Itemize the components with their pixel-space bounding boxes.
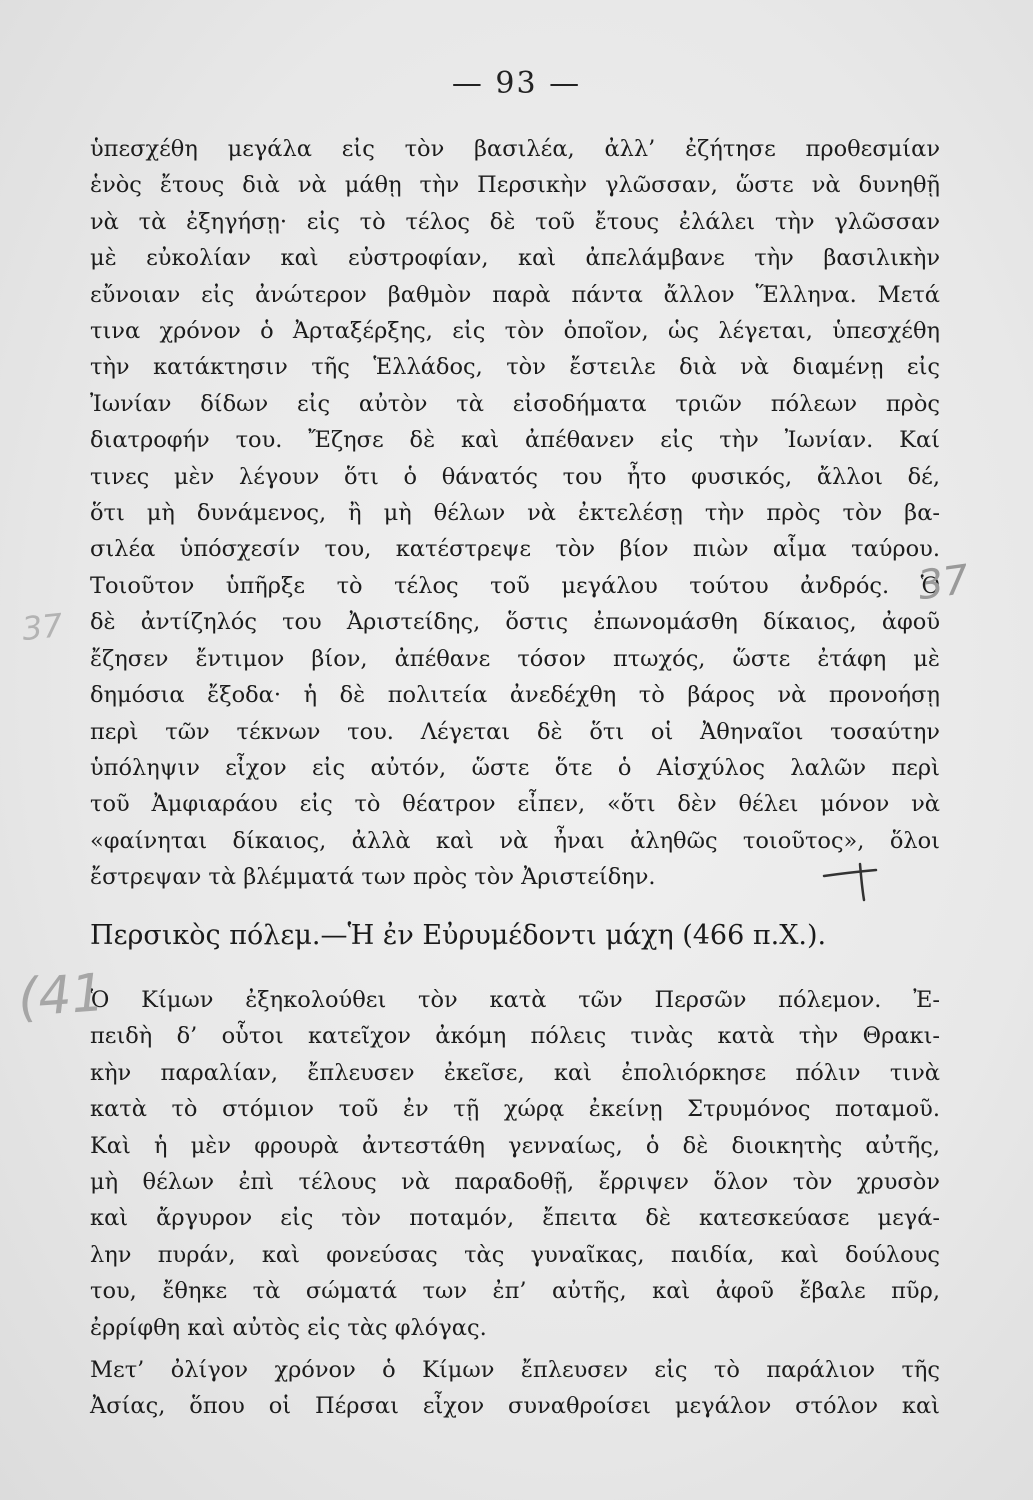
text-line: κὴν παραλίαν, ἔπλευσεν ἐκεῖσε, καὶ ἐπολιόρκησε πόλιν τινὰ	[90, 1059, 940, 1086]
text-line: τινα χρόνον ὁ Ἀρταξέρξης, εἰς τὸν ὁποῖον, ὡς λέγεται, ὑπεσχέθη	[90, 318, 940, 345]
text-line: Ἰωνίαν δίδων εἰς αὐτὸν τὰ εἰσοδήματα τριῶν πόλεων πρὸς	[90, 390, 940, 417]
paragraph-kimon-strymon	[90, 982, 940, 1346]
text-line: τὴν κατάκτησιν τῆς Ἑλλάδος, τὸν ἔστειλε διὰ νὰ διαμένῃ εἰς	[90, 354, 940, 381]
text-line: Καὶ ἡ μὲν φρουρὰ ἀντεστάθη γενναίως, ὁ δὲ διοικητὴς αὐτῆς,	[90, 1132, 940, 1159]
text-line: Ἀσίας, ὅπου οἱ Πέρσαι εἶχον συναθροίσει μεγάλον στόλον καὶ	[90, 1393, 940, 1420]
text-line: εὔνοιαν εἰς ἀνώτερον βαθμὸν παρὰ πάντα ἄλλον Ἕλληνα. Μετά	[90, 281, 940, 308]
paragraph-kimon-asia	[90, 1352, 940, 1425]
handwritten-cross-mark	[820, 862, 880, 902]
text-line: ἑνὸς ἔτους διὰ νὰ μάθῃ τὴν Περσικὴν γλῶσσαν, ὥστε νὰ δυνηθῇ	[90, 172, 940, 199]
text-line: λην πυράν, καὶ φονεύσας τὰς γυναῖκας, παιδία, καὶ δούλους	[90, 1241, 940, 1268]
page-number: — 93 —	[451, 66, 582, 101]
text-line: πειδὴ δ’ οὗτοι κατεῖχον ἀκόμη πόλεις τινὰς κατὰ τὴν Θρακι-	[90, 1023, 940, 1050]
text-line: σιλέα ὑπόσχεσίν του, κατέστρεψε τὸν βίον πιὼν αἷμα ταύρου.	[90, 536, 940, 563]
text-line: κατὰ τὸ στόμιον τοῦ ἐν τῇ χώρᾳ ἐκείνῃ Στρυμόνος ποταμοῦ.	[90, 1096, 940, 1123]
text-line: του, ἔθηκε τὰ σώματά των ἐπ’ αὐτῆς, καὶ ἀφοῦ ἔβαλε πῦρ,	[90, 1278, 940, 1305]
text-line: διατροφήν του. Ἔζησε δὲ καὶ ἀπέθανεν εἰς τὴν Ἰωνίαν. Καί	[90, 427, 940, 454]
text-line: ἐρρίφθη καὶ αὐτὸς εἰς τὰς φλόγας.	[90, 1314, 487, 1341]
text-line: ὑπόληψιν εἶχον εἰς αὐτόν, ὥστε ὅτε ὁ Αἰσχύλος λαλῶν περὶ	[90, 754, 940, 781]
text-line: δημόσια ἔξοδα· ἡ δὲ πολιτεία ἀνεδέχθη τὸ βάρος νὰ προνοήσῃ	[90, 682, 940, 709]
handwritten-margin-note-lower: (41	[16, 963, 107, 1029]
text-line: ὑπεσχέθη μεγάλα εἰς τὸν βασιλέα, ἀλλ’ ἐζήτησε προθεσμίαν	[90, 136, 940, 162]
text-line: Τοιοῦτον ὑπῆρξε τὸ τέλος τοῦ μεγάλου τούτου ἀνδρός. Ὁ	[90, 572, 940, 599]
text-line: ἔζησεν ἔντιμον βίον, ἀπέθανε τόσον πτωχός, ὥστε ἐτάφη μὲ	[90, 645, 940, 672]
text-line: τινες μὲν λέγουν ὅτι ὁ θάνατός του ἦτο φυσικός, ἄλλοι δέ,	[90, 463, 940, 490]
text-line: Ὁ Κίμων ἐξηκολούθει τὸν κατὰ τῶν Περσῶν πόλεμον. Ἐ-	[90, 987, 940, 1013]
text-line: περὶ τῶν τέκνων του. Λέγεται δὲ ὅτι οἱ Ἀθηναῖοι τοσαύτην	[90, 718, 940, 745]
handwritten-margin-note-left: 37	[20, 605, 65, 649]
text-line: νὰ τὰ ἐξηγήσῃ· εἰς τὸ τέλος δὲ τοῦ ἔτους ἐλάλει τὴν γλῶσσαν	[90, 208, 940, 235]
text-line: δὲ ἀντίζηλός του Ἀριστείδης, ὅστις ἐπωνομάσθη δίκαιος, ἀφοῦ	[90, 609, 940, 636]
paragraph-themistocles-aristides	[90, 131, 940, 896]
text-line: «φαίνηται δίκαιος, ἀλλὰ καὶ νὰ ἦναι ἀληθῶς τοιοῦτος», ὅλοι	[90, 827, 940, 854]
text-line: ἔστρεψαν τὰ βλέμματά των πρὸς τὸν Ἀριστείδην.	[90, 864, 656, 891]
text-line: τοῦ Ἀμφιαράου εἰς τὸ θέατρον εἶπεν, «ὅτι δὲν θέλει μόνον νὰ	[90, 791, 940, 818]
text-line: Μετ’ ὀλίγον χρόνον ὁ Κίμων ἔπλευσεν εἰς τὸ παράλιον τῆς	[90, 1357, 940, 1383]
text-line: μὴ θέλων ἐπὶ τέλους νὰ παραδοθῇ, ἔρριψεν ὅλον τὸν χρυσὸν	[90, 1169, 940, 1196]
section-heading: Περσικὸς πόλεμ.—Ἡ ἐν Εὐρυμέδοντι μάχη (466 π.Χ.).	[90, 920, 827, 951]
handwritten-margin-note-right: 37	[915, 556, 972, 610]
text-line: μὲ εὐκολίαν καὶ εὐστροφίαν, καὶ ἀπελάμβανε τὴν βασιλικὴν	[90, 245, 940, 272]
text-line: ὅτι μὴ δυνάμενος, ἢ μὴ θέλων νὰ ἐκτελέσῃ τὴν πρὸς τὸν βα-	[90, 500, 940, 527]
text-line: καὶ ἄργυρον εἰς τὸν ποταμόν, ἔπειτα δὲ κατεσκεύασε μεγά-	[90, 1205, 940, 1232]
